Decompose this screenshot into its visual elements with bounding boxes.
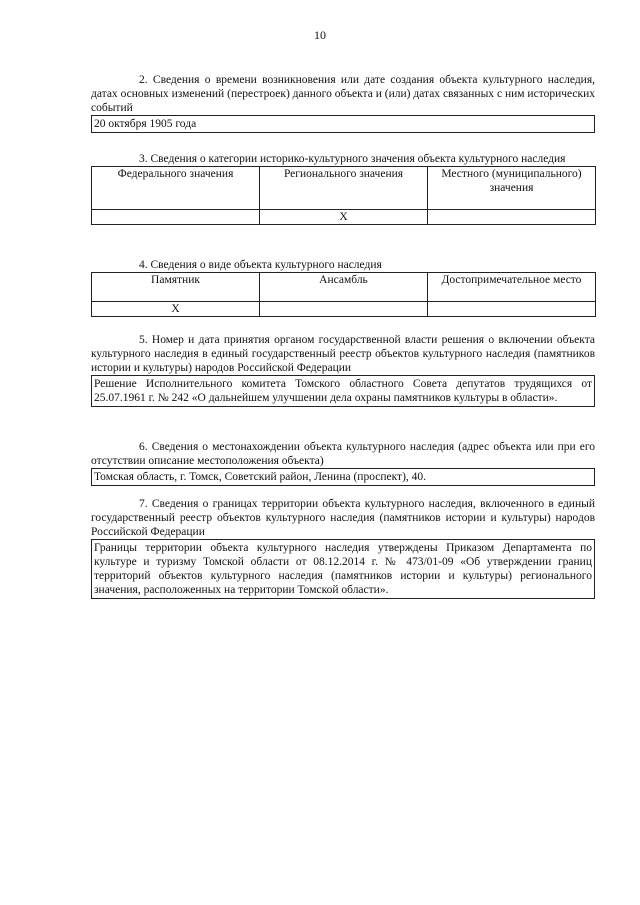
section-7-value: Границы территории объекта культурного наследия утверждены Приказом Департамента по культуре и туризму Томской области от 08.12.2014 г. № 473/01-09 «Об утверждении границ территорий объектов культурного наследия (памятников истории и культуры) регионального значения, расположенных на территории Томской области». xyxy=(94,542,592,596)
section-6-text: 6. Сведения о местонахождении объекта культурного наследия (адрес объекта или при его отсутствии описание местоположения объекта) xyxy=(91,441,595,467)
section-4 xyxy=(91,258,595,317)
table-row xyxy=(92,210,596,225)
category-table xyxy=(91,166,596,225)
header-ensemble: Ансамбль xyxy=(260,273,428,302)
table-header-row xyxy=(92,167,596,210)
table-row xyxy=(92,302,596,317)
section-5-value: Решение Исполнительного комитета Томского областного Совета депутатов трудящихся от 25.07.1961 г. № 242 «О дальнейшем улучшении дела охраны памятников культуры в области». xyxy=(94,378,592,404)
section-7-value-box xyxy=(91,539,595,599)
section-6-value: Томская область, г. Томск, Советский район, Ленина (проспект), 40. xyxy=(94,471,427,483)
value-regional: Х xyxy=(260,210,428,225)
section-3-text: 3. Сведения о категории историко-культурного значения объекта культурного наследия xyxy=(139,153,566,165)
value-federal xyxy=(92,210,260,225)
section-3 xyxy=(91,152,595,225)
section-6 xyxy=(91,440,595,486)
section-2-value-box xyxy=(91,115,595,133)
section-5-text: 5. Номер и дата принятия органом государственной власти решения о включении объекта культурного наследия в единый государственный реестр объектов культурного наследия (памятников истории и культуры) народов Российской Федерации xyxy=(91,334,595,374)
header-monument: Памятник xyxy=(92,273,260,302)
header-local: Местного (муниципального) значения xyxy=(428,167,596,210)
section-7-text: 7. Сведения о границах территории объекта культурного наследия, включенного в единый государственный реестр объектов культурного наследия (памятников истории и культуры) народов Российской Федерации xyxy=(91,498,595,538)
section-5 xyxy=(91,333,595,407)
section-2-value: 20 октября 1905 года xyxy=(94,118,197,130)
section-5-value-box xyxy=(91,375,595,407)
value-ensemble xyxy=(260,302,428,317)
value-local xyxy=(428,210,596,225)
table-header-row xyxy=(92,273,596,302)
section-7 xyxy=(91,497,595,599)
section-6-value-box xyxy=(91,468,595,486)
section-2-text: 2. Сведения о времени возникновения или дате создания объекта культурного наследия, датах основных изменений (перестроек) данного объекта и (или) датах связанных с ним исторических событий xyxy=(91,74,595,114)
header-federal: Федерального значения xyxy=(92,167,260,210)
value-monument: Х xyxy=(92,302,260,317)
header-landmark: Достопримечательное место xyxy=(428,273,596,302)
section-2 xyxy=(91,73,595,133)
header-regional: Регионального значения xyxy=(260,167,428,210)
value-landmark xyxy=(428,302,596,317)
section-4-text: 4. Сведения о виде объекта культурного наследия xyxy=(139,259,382,271)
page-number: 10 xyxy=(314,28,326,42)
type-table xyxy=(91,272,596,317)
